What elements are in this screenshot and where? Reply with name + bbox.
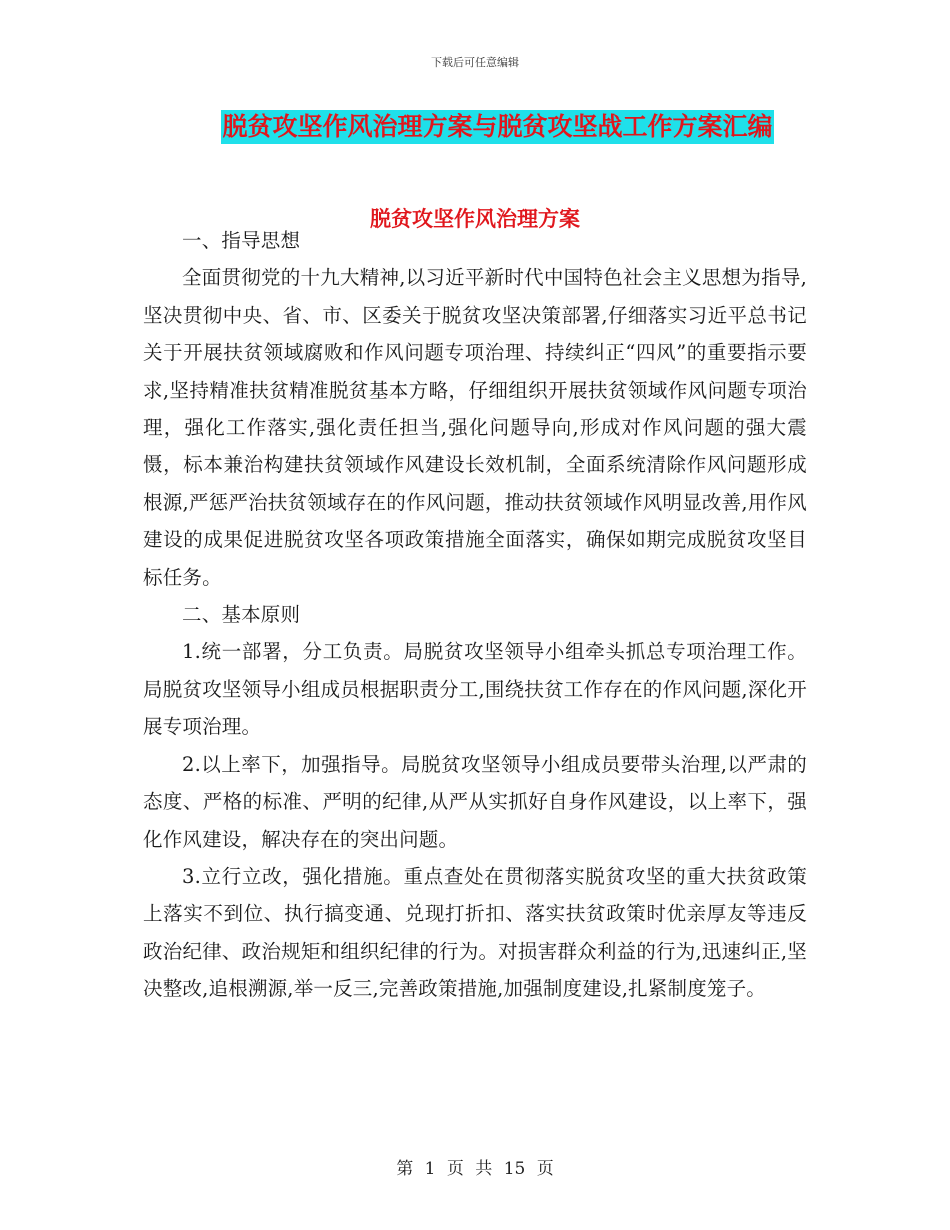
paragraph-principle-3: 3.立行立改，强化措施。重点查处在贯彻落实脱贫攻坚的重大扶贫政策上落实不到位、执行搞变通、兑现打折扣、落实扶贫政策时优亲厚友等违反政治纪律、政治规矩和组织纪律的行为。对损害群众利益的行为,迅速纠正,坚决整改,追根溯源,举一反三,完善政策措施,加强制度建设,扎紧制度笼子。 bbox=[143, 864, 807, 1001]
sub-title: 脱贫攻坚作风治理方案 bbox=[370, 207, 580, 231]
section-heading-basic-principles: 二、基本原则 bbox=[182, 603, 301, 627]
header-note: 下载后可任意编辑 bbox=[431, 56, 519, 69]
document-body bbox=[143, 222, 807, 1008]
paragraph-principle-2: 2.以上率下，加强指导。局脱贫攻坚领导小组成员要带头治理,以严肃的态度、严格的标准、严明的纪律,从严从实抓好自身作风建设，以上率下，强化作风建设，解决存在的突出问题。 bbox=[143, 752, 807, 851]
page-indicator: 第 1 页 共 15 页 bbox=[396, 1159, 554, 1179]
section-heading-guiding-ideology: 一、指导思想 bbox=[182, 229, 301, 252]
paragraph-guiding-ideology: 全面贯彻党的十九大精神,以习近平新时代中国特色社会主义思想为指导,坚决贯彻中央、省、市、区委关于脱贫攻坚决策部署,仔细落实习近平总书记关于开展扶贫领域腐败和作风问题专项治理、持续纠正“四风”的重要指示要求,坚持精准扶贫精准脱贫基本方略，仔细组织开展扶贫领域作风问题专项治理，强化工作落实,强化责任担当,强化问题导向,形成对作风问题的强大震慑，标本兼治构建扶贫领域作风建设长效机制，全面系统清除作风问题形成根源,严惩严治扶贫领域存在的作风问题，推动扶贫领域作风明显改善,用作风建设的成果促进脱贫攻坚各项政策措施全面落实，确保如期完成脱贫攻坚目标任务。 bbox=[143, 266, 807, 589]
paragraph-principle-1: 1.统一部署，分工负责。局脱贫攻坚领导小组牵头抓总专项治理工作。局脱贫攻坚领导小组成员根据职责分工,围绕扶贫工作存在的作风问题,深化开展专项治理。 bbox=[143, 640, 807, 739]
main-title: 脱贫攻坚作风治理方案与脱贫攻坚战工作方案汇编 bbox=[221, 110, 773, 144]
main-title-container bbox=[0, 110, 950, 144]
